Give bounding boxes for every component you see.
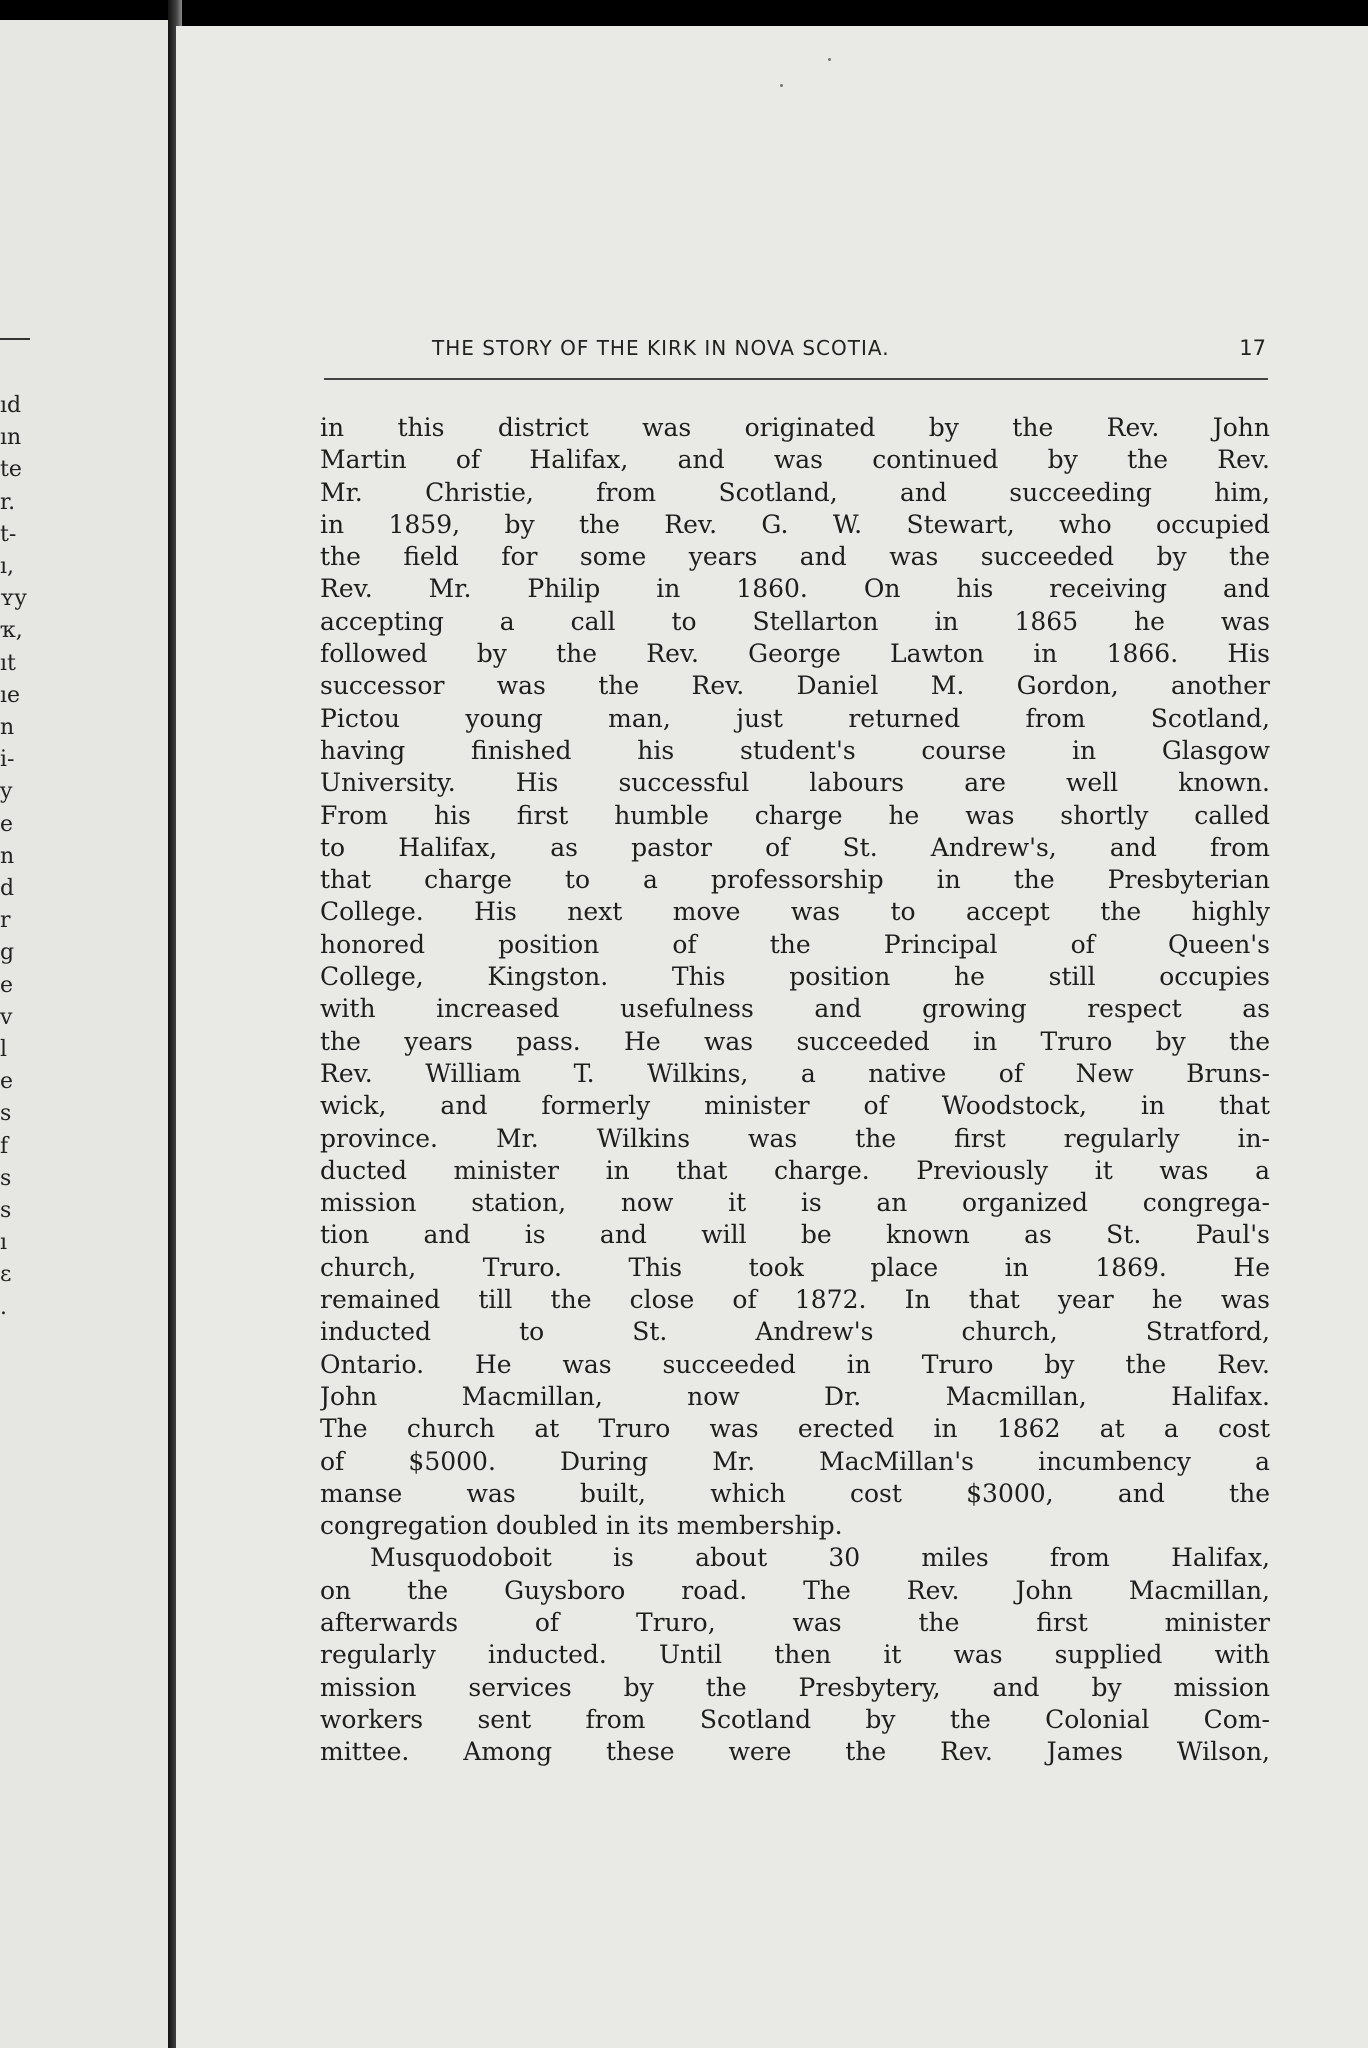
text-line: inducted to St. Andrew's church, Stratford, (320, 1317, 1270, 1347)
text-line: successor was the Rev. Daniel M. Gordon, another (320, 671, 1270, 701)
text-line: University. His successful labours are well known. (320, 768, 1270, 798)
text-line: Pictou young man, just returned from Scotland, (320, 703, 1270, 733)
paper-speck (828, 58, 831, 61)
left-page-fragment: n (0, 715, 15, 741)
left-page-fragment: r (0, 908, 11, 934)
text-line: province. Mr. Wilkins was the first regularly in- (320, 1123, 1270, 1153)
text-line: church, Truro. This took place in 1869. He (320, 1252, 1270, 1282)
left-page-fragment: t- (0, 521, 17, 547)
left-page-fragment: y (0, 779, 13, 805)
text-line: to Halifax, as pastor of St. Andrew's, and from (320, 832, 1270, 862)
text-line: regularly inducted. Until then it was supplied with (320, 1640, 1270, 1670)
left-page-fragment: ın (0, 425, 22, 451)
left-page-header-rule (0, 338, 30, 340)
left-page-fragment: te (0, 457, 22, 483)
left-page-fragment: i- (0, 747, 15, 773)
text-line: honored position of the Principal of Queen's (320, 929, 1270, 959)
text-line: Rev. William T. Wilkins, a native of New Bruns- (320, 1058, 1270, 1088)
text-line: mittee. Among these were the Rev. James Wilson, (320, 1737, 1270, 1767)
text-line: Ontario. He was succeeded in Truro by the Rev. (320, 1349, 1270, 1379)
text-line: mission station, now it is an organized congrega- (320, 1188, 1270, 1218)
text-line: College. His next move was to accept the highly (320, 897, 1270, 927)
text-line: in this district was originated by the Rev. John (320, 413, 1270, 442)
left-page-text-fragments (0, 390, 30, 1324)
text-line: Mr. Christie, from Scotland, and succeeding him, (320, 477, 1270, 507)
left-page-fragment: d (0, 876, 15, 902)
text-line: in 1859, by the Rev. G. W. Stewart, who occupied (320, 509, 1270, 539)
text-line: afterwards of Truro, was the first minister (320, 1607, 1270, 1637)
right-page (176, 26, 1368, 2048)
page-header (324, 330, 1268, 380)
left-page-fragment: g (0, 940, 15, 966)
text-line: the years pass. He was succeeded in Truro by the (320, 1026, 1270, 1056)
text-line: John Macmillan, now Dr. Macmillan, Halifax. (320, 1381, 1270, 1411)
text-line: ducted minister in that charge. Previously it was a (320, 1155, 1270, 1185)
left-page-fragment: ı, (0, 554, 15, 580)
text-line: Rev. Mr. Philip in 1860. On his receiving and (320, 574, 1270, 604)
left-page-edge (0, 20, 168, 2048)
text-line: on the Guysboro road. The Rev. John Macmillan, (320, 1575, 1270, 1605)
text-line: remained till the close of 1872. In that year he was (320, 1285, 1270, 1315)
left-page-fragment: ıt (0, 650, 16, 676)
left-page-fragment: r. (0, 489, 16, 515)
text-line: Musquodoboit is about 30 miles from Halifax, (370, 1543, 1270, 1573)
text-line: followed by the Rev. George Lawton in 1866. His (320, 639, 1270, 669)
body-text (320, 412, 1270, 1768)
page-number: 17 (1239, 336, 1266, 360)
left-page-fragment: l (0, 1037, 8, 1063)
text-line: From his first humble charge he was shortly called (320, 800, 1270, 830)
left-page-fragment: s (0, 1198, 12, 1224)
left-page-fragment: ɛ (0, 1262, 12, 1288)
left-page-fragment: ʏy (0, 586, 27, 612)
text-line: mission services by the Presbytery, and by mission (320, 1672, 1270, 1702)
left-page-fragment: ıd (0, 393, 22, 418)
left-page-fragment: ıe (0, 682, 21, 708)
left-page-fragment: f (0, 1133, 9, 1159)
text-line: with increased usefulness and growing respect as (320, 994, 1270, 1024)
text-line: workers sent from Scotland by the Colonial Com- (320, 1704, 1270, 1734)
running-title: THE STORY OF THE KIRK IN NOVA SCOTIA. (432, 336, 890, 360)
left-page-fragment: e (0, 1069, 14, 1095)
paragraph-1 (320, 412, 1270, 1542)
text-line: having finished his student's course in Glasgow (320, 735, 1270, 765)
left-page-fragment: s (0, 1165, 12, 1191)
text-line: tion and is and will be known as St. Paul's (320, 1220, 1270, 1250)
text-line: of $5000. During Mr. MacMillan's incumbency a (320, 1446, 1270, 1476)
text-line: the field for some years and was succeeded by the (320, 542, 1270, 572)
left-page-fragment: . (0, 1294, 7, 1320)
text-line: The church at Truro was erected in 1862 at a cost (320, 1414, 1270, 1444)
left-page-fragment: s (0, 1101, 12, 1127)
left-page-fragment: e (0, 972, 14, 998)
text-line: wick, and formerly minister of Woodstock, in that (320, 1091, 1270, 1121)
text-line: Martin of Halifax, and was continued by the Rev. (320, 445, 1270, 475)
text-line: College, Kingston. This position he still occupies (320, 962, 1270, 992)
left-page-fragment: v (0, 1004, 13, 1030)
text-line: accepting a call to Stellarton in 1865 he was (320, 606, 1270, 636)
text-line: manse was built, which cost $3000, and the (320, 1478, 1270, 1508)
left-page-fragment: ı (0, 1230, 8, 1256)
left-page-fragment: n (0, 843, 15, 869)
paper-speck (780, 84, 783, 87)
paragraph-2 (320, 1542, 1270, 1768)
text-line: that charge to a professorship in the Presbyterian (320, 865, 1270, 895)
text-line: congregation doubled in its membership. (320, 1511, 843, 1541)
left-page-fragment: e (0, 811, 14, 837)
left-page-fragment: ҡ, (0, 618, 23, 644)
